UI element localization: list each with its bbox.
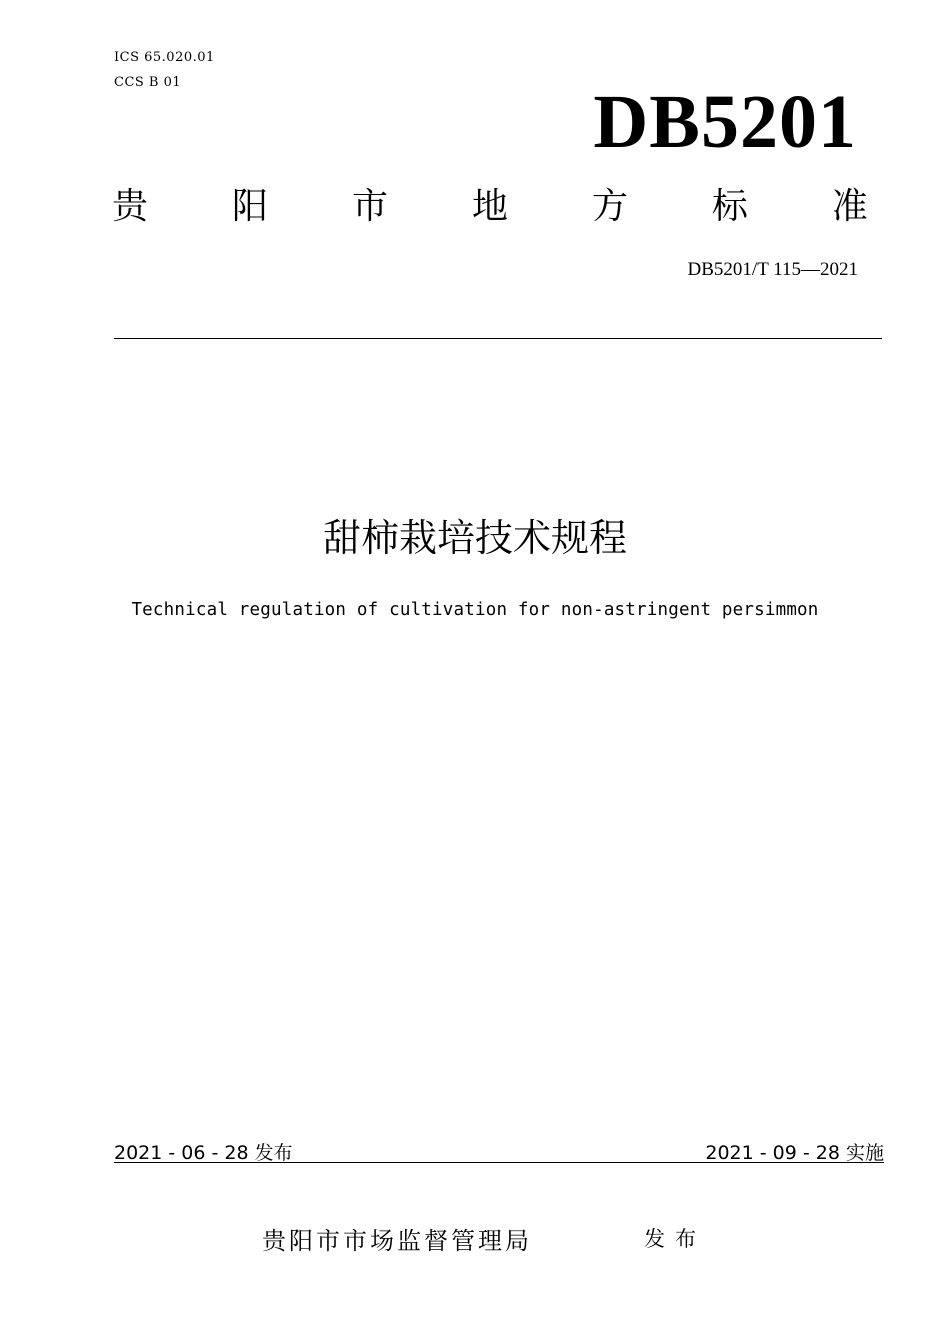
standard-type-char: 方 <box>591 186 628 227</box>
document-title-english: Technical regulation of cultivation for non-astringent persimmon <box>131 600 819 620</box>
ccs-code: CCS B 01 <box>114 75 182 90</box>
standard-type-char: 市 <box>351 186 388 227</box>
issuing-authority: 贵阳市市场监督管理局 <box>262 1227 532 1255</box>
standard-type-char: 准 <box>831 186 868 227</box>
issue-date: 2021 - 06 - 28 发布 <box>114 1142 293 1164</box>
issue-action-label: 发布 <box>644 1227 706 1251</box>
standard-type-char: 阳 <box>231 186 268 227</box>
header-divider <box>114 338 882 339</box>
standard-type-char: 标 <box>711 186 748 227</box>
footer-divider <box>114 1162 884 1163</box>
standard-type-char: 地 <box>471 186 508 227</box>
implementation-date: 2021 - 09 - 28 实施 <box>705 1142 884 1164</box>
ics-code: ICS 65.020.01 <box>114 50 215 65</box>
document-title-chinese: 甜柿栽培技术规程 <box>322 516 627 560</box>
standard-type-char: 贵 <box>112 186 149 227</box>
standard-prefix-logo: DB5201 <box>593 80 857 164</box>
standard-type-heading <box>112 185 868 229</box>
standard-number: DB5201/T 115—2021 <box>687 259 858 280</box>
